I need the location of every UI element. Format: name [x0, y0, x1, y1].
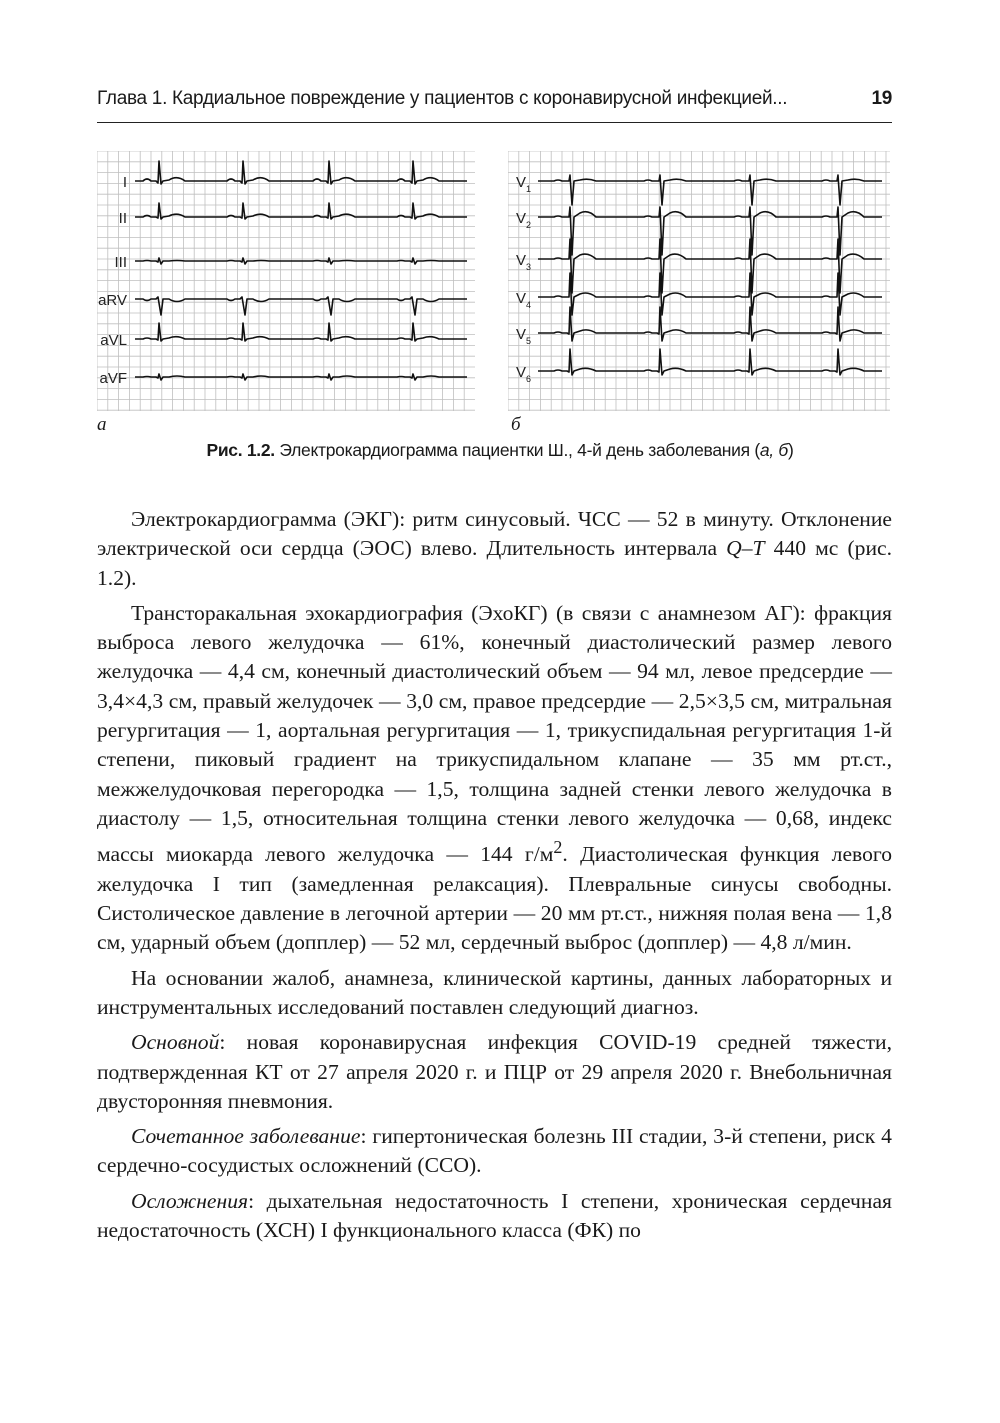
paragraph-comorbidity [97, 1122, 892, 1181]
body-text [97, 505, 892, 1245]
paragraph-echo-text: Трансторакальная эхокардиография (ЭхоКГ) (в связи с анамнезом АГ): фракция выброса левого желудочка — 61%, конечный диастолический размер левого желудочка — 4,4 см, конечный диастолический объем — 94 мл, левое предсердие — 3,4×4,3 см, правый желудочек — 3,0 см, правое предсердие — 2,5×3,5 см, митральная регургитация — 1, аортальная регургитация — 1, трикуспидальная регургитация 1-й степени, пиковый градиент на трикуспидальном клапане — 35 мм рт.ст., межжелудочковая перегородка — 1,5, толщина задней стенки левого желудочка в диастолу — 1,5, относительная толщина стенки левого желудочка — 0,68, индекс массы миокарда левого желудочка — 144 г/м [97, 600, 892, 867]
lead-III [97, 254, 467, 271]
qt-interval-label: Q–T [726, 536, 765, 561]
lead-label: III [114, 254, 127, 271]
running-head [97, 88, 892, 123]
ecg-grid [508, 151, 890, 411]
paragraph-ecg [97, 505, 892, 593]
main-diagnosis-label: Основной [131, 1030, 220, 1055]
lead-label: $V_2$ [516, 210, 532, 230]
panel-letter-b: б [511, 414, 521, 435]
paragraph-ecg-end: 440 мс (рис. 1.2). [97, 536, 892, 590]
ecg-trace [135, 323, 467, 341]
lead-label: $V_4$ [516, 290, 532, 310]
lead-aRV [97, 292, 467, 315]
ecg-panel-b [508, 151, 890, 411]
paragraph-echo [97, 599, 892, 958]
page-number: 19 [871, 88, 892, 109]
caption-text: Электрокардиограмма пациентки Ш., 4-й день заболевания ( [279, 440, 760, 460]
paragraph-echo-end: . Диастолическая функция левого желудочка I тип (замедленная релаксация). Плевральные синусы свободны. Систолическое давление в легочной артерии — 20 мм рт.ст., нижняя полая вена — 1,8 см, ударный объем (допплер) — 52 мл, сердечный выброс (допплер) — 4,8 л/мин. [97, 842, 892, 955]
lead-label: aVL [100, 332, 127, 349]
paragraph-ecg-text: Электрокардиограмма (ЭКГ): ритм синусовый. ЧСС — 52 в минуту. Отклонение электрической оси сердца (ЭОС) влево. Длительность интервала [97, 507, 892, 561]
lead-label: I [122, 174, 127, 191]
panel-letter-a: а [97, 414, 107, 435]
ecg-trace [538, 273, 882, 315]
ecg-trace [538, 239, 882, 293]
ecg-trace [538, 175, 882, 205]
ecg-panel-a [97, 151, 475, 411]
ecg-grid [97, 151, 475, 411]
running-title: Глава 1. Кардиальное повреждение у пациентов с коронавирусной инфекцией... [97, 88, 788, 109]
ecg-limb-leads-svg [97, 151, 475, 411]
lead-label: $V_1$ [516, 174, 532, 194]
lead-V1 [516, 174, 882, 205]
comorbidity-label: Сочетанное заболевание [131, 1124, 361, 1149]
lead-V6 [516, 349, 882, 384]
caption-end: ) [787, 440, 794, 460]
lead-II [97, 203, 467, 227]
ecg-trace [135, 374, 467, 380]
lead-I [97, 161, 467, 191]
lead-label: $V_3$ [516, 252, 532, 272]
complications-label: Осложнения [131, 1188, 249, 1213]
lead-label: aRV [98, 292, 127, 309]
ecg-trace [135, 297, 467, 315]
caption-italic: а, б [759, 440, 788, 460]
caption-label: Рис. 1.2. [206, 440, 275, 460]
paragraph-complications [97, 1187, 892, 1246]
paragraph-main-diagnosis [97, 1028, 892, 1116]
lead-label: aVF [99, 370, 127, 387]
complications-text: : дыхательная недостаточность I степени, хроническая сердечная недостаточность (ХСН) I функционального класса (ФК) по [97, 1188, 892, 1243]
superscript: 2 [553, 837, 563, 858]
lead-label: $V_6$ [516, 364, 532, 384]
lead-label: $V_5$ [516, 326, 532, 346]
lead-label: II [118, 210, 127, 227]
comorbidity-text: : гипертоническая болезнь III стадии, 3-й степени, риск 4 сердечно-сосудистых осложнений (ССО). [97, 1124, 892, 1178]
lead-aVF [97, 370, 467, 387]
ecg-trace [538, 349, 882, 375]
paragraph-diagnosis-intro: На основании жалоб, анамнеза, клинической картины, данных лабораторных и инструментальных исследований поставлен следующий диагноз. [97, 965, 892, 1019]
ecg-chest-leads-svg [508, 151, 890, 411]
main-diagnosis-text: : новая коронавирусная инфекция COVID-19 средней тяжести, подтвержденная КТ от 27 апреля 2020 г. и ПЦР от 29 апреля 2020 г. Внебольничная двусторонняя пневмония. [97, 1030, 892, 1113]
figure-caption [0, 440, 1000, 461]
